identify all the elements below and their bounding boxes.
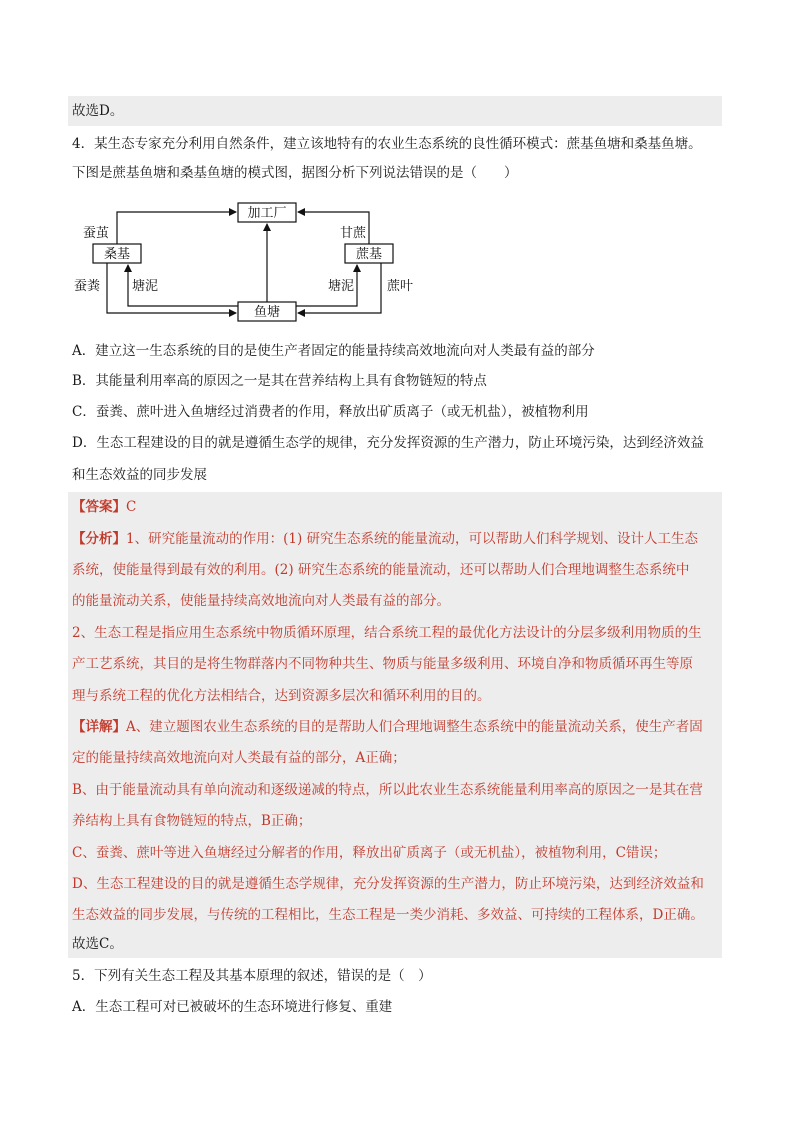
q4-detail-b2: 养结构上具有食物链短的特点，B正确；: [72, 813, 312, 829]
mulberry-base-label: 桑基: [103, 247, 131, 262]
fish-pond-label: 鱼塘: [253, 305, 281, 320]
q4-analysis-1b: 系统，使能量得到最有效的利用。(2) 研究生态系统的能量流动，还可以帮助人们合理地调整生态系统中: [72, 562, 690, 578]
q5-option-a: A．生态工程可对已被破坏的生态环境进行修复、重建: [72, 999, 393, 1015]
analysis-label: 【分析】: [72, 531, 126, 547]
q4-stem-line2: 下图是蔗基鱼塘和桑基鱼塘的模式图，据图分析下列说法错误的是（ ）: [72, 165, 518, 181]
q4-detail-b1: B、由于能量流动具有单向流动和逐级递减的特点，所以此农业生态系统能量利用率高的原因之一是其在营: [72, 782, 703, 798]
prev-solution-highlight: [68, 96, 722, 126]
q4-conclusion: 故选C。: [72, 936, 123, 952]
answer-value: C: [126, 499, 137, 515]
q4-analysis-2a: 2、生态工程是指应用生态系统中物质循环原理，结合系统工程的最优化方法设计的分层多级利用物质的生: [72, 625, 702, 641]
analysis-1a-text: 1、研究能量流动的作用：(1) 研究生态系统的能量流动，可以帮助人们科学规划、设计人工生态: [126, 531, 699, 547]
q4-answer: [72, 497, 136, 517]
cane-leaves-label: 蔗叶: [387, 279, 414, 294]
silkworm-cocoon-label: 蚕茧: [83, 226, 110, 241]
prev-conclusion: 故选D。: [72, 103, 124, 119]
q4-detail-a1: [72, 717, 703, 737]
q4-option-d-line1: D．生态工程建设的目的就是遵循生态学的规律，充分发挥资源的生产潜力，防止环境污染，达到经济效益: [72, 435, 704, 451]
q4-option-c: C．蚕粪、蔗叶进入鱼塘经过消费者的作用，释放出矿质离子（或无机盐），被植物利用: [72, 404, 589, 420]
pond-mud-right-label: 塘泥: [328, 279, 355, 294]
q4-detail-c: C、蚕粪、蔗叶等进入鱼塘经过分解者的作用，释放出矿质离子（或无机盐），被植物利用，C错误；: [72, 845, 667, 861]
sugarcane-label: 甘蔗: [340, 226, 367, 241]
q4-option-a: A．建立这一生态系统的目的是使生产者固定的能量持续高效地流向对人类最有益的部分: [72, 343, 595, 359]
q4-analysis-1a: [72, 529, 698, 549]
factory-label: 加工厂: [247, 206, 287, 221]
q4-option-d-line2: 和生态效益的同步发展: [72, 467, 207, 483]
ecosystem-diagram: [72, 196, 432, 326]
silkworm-feces-label: 蚕粪: [74, 279, 101, 294]
answer-label: 【答案】: [72, 499, 126, 515]
arrow-cocoon-to-factory: [117, 212, 236, 244]
detail-a1-text: A、建立题图农业生态系统的目的是帮助人们合理地调整生态系统中的能量流动关系，使生产者固: [126, 719, 703, 735]
detail-label: 【详解】: [72, 719, 126, 735]
q4-detail-a2: 定的能量持续高效地流向对人类最有益的部分，A正确；: [72, 750, 406, 766]
q4-detail-d1: D、生态工程建设的目的就是遵循生态学规律，充分发挥资源的生产潜力，防止环境污染，达到经济效益和: [72, 876, 704, 892]
q4-option-b: B．其能量利用率高的原因之一是其在营养结构上具有食物链短的特点: [72, 373, 487, 389]
q4-analysis-2c: 理与系统工程的优化方法相结合，达到资源多层次和循环利用的目的。: [72, 688, 491, 704]
q4-analysis-1c: 的能量流动关系，使能量持续高效地流向对人类最有益的部分。: [72, 593, 450, 609]
q4-stem-line1: 4．某生态专家充分利用自然条件，建立该地特有的农业生态系统的良性循环模式：蔗基鱼塘和桑基鱼塘。: [72, 136, 702, 152]
q4-detail-d2: 生态效益的同步发展，与传统的工程相比，生态工程是一类少消耗、多效益、可持续的工程体系，D正确。: [72, 907, 704, 923]
q5-stem: 5．下列有关生态工程及其基本原理的叙述，错误的是（ ）: [72, 968, 432, 984]
q4-analysis-2b: 产工艺系统，其目的是将生物群落内不同物种共生、物质与能量多级利用、环境自净和物质循环再生等原: [72, 656, 693, 672]
sugarcane-base-label: 蔗基: [355, 247, 383, 262]
pond-mud-left-label: 塘泥: [132, 279, 159, 294]
